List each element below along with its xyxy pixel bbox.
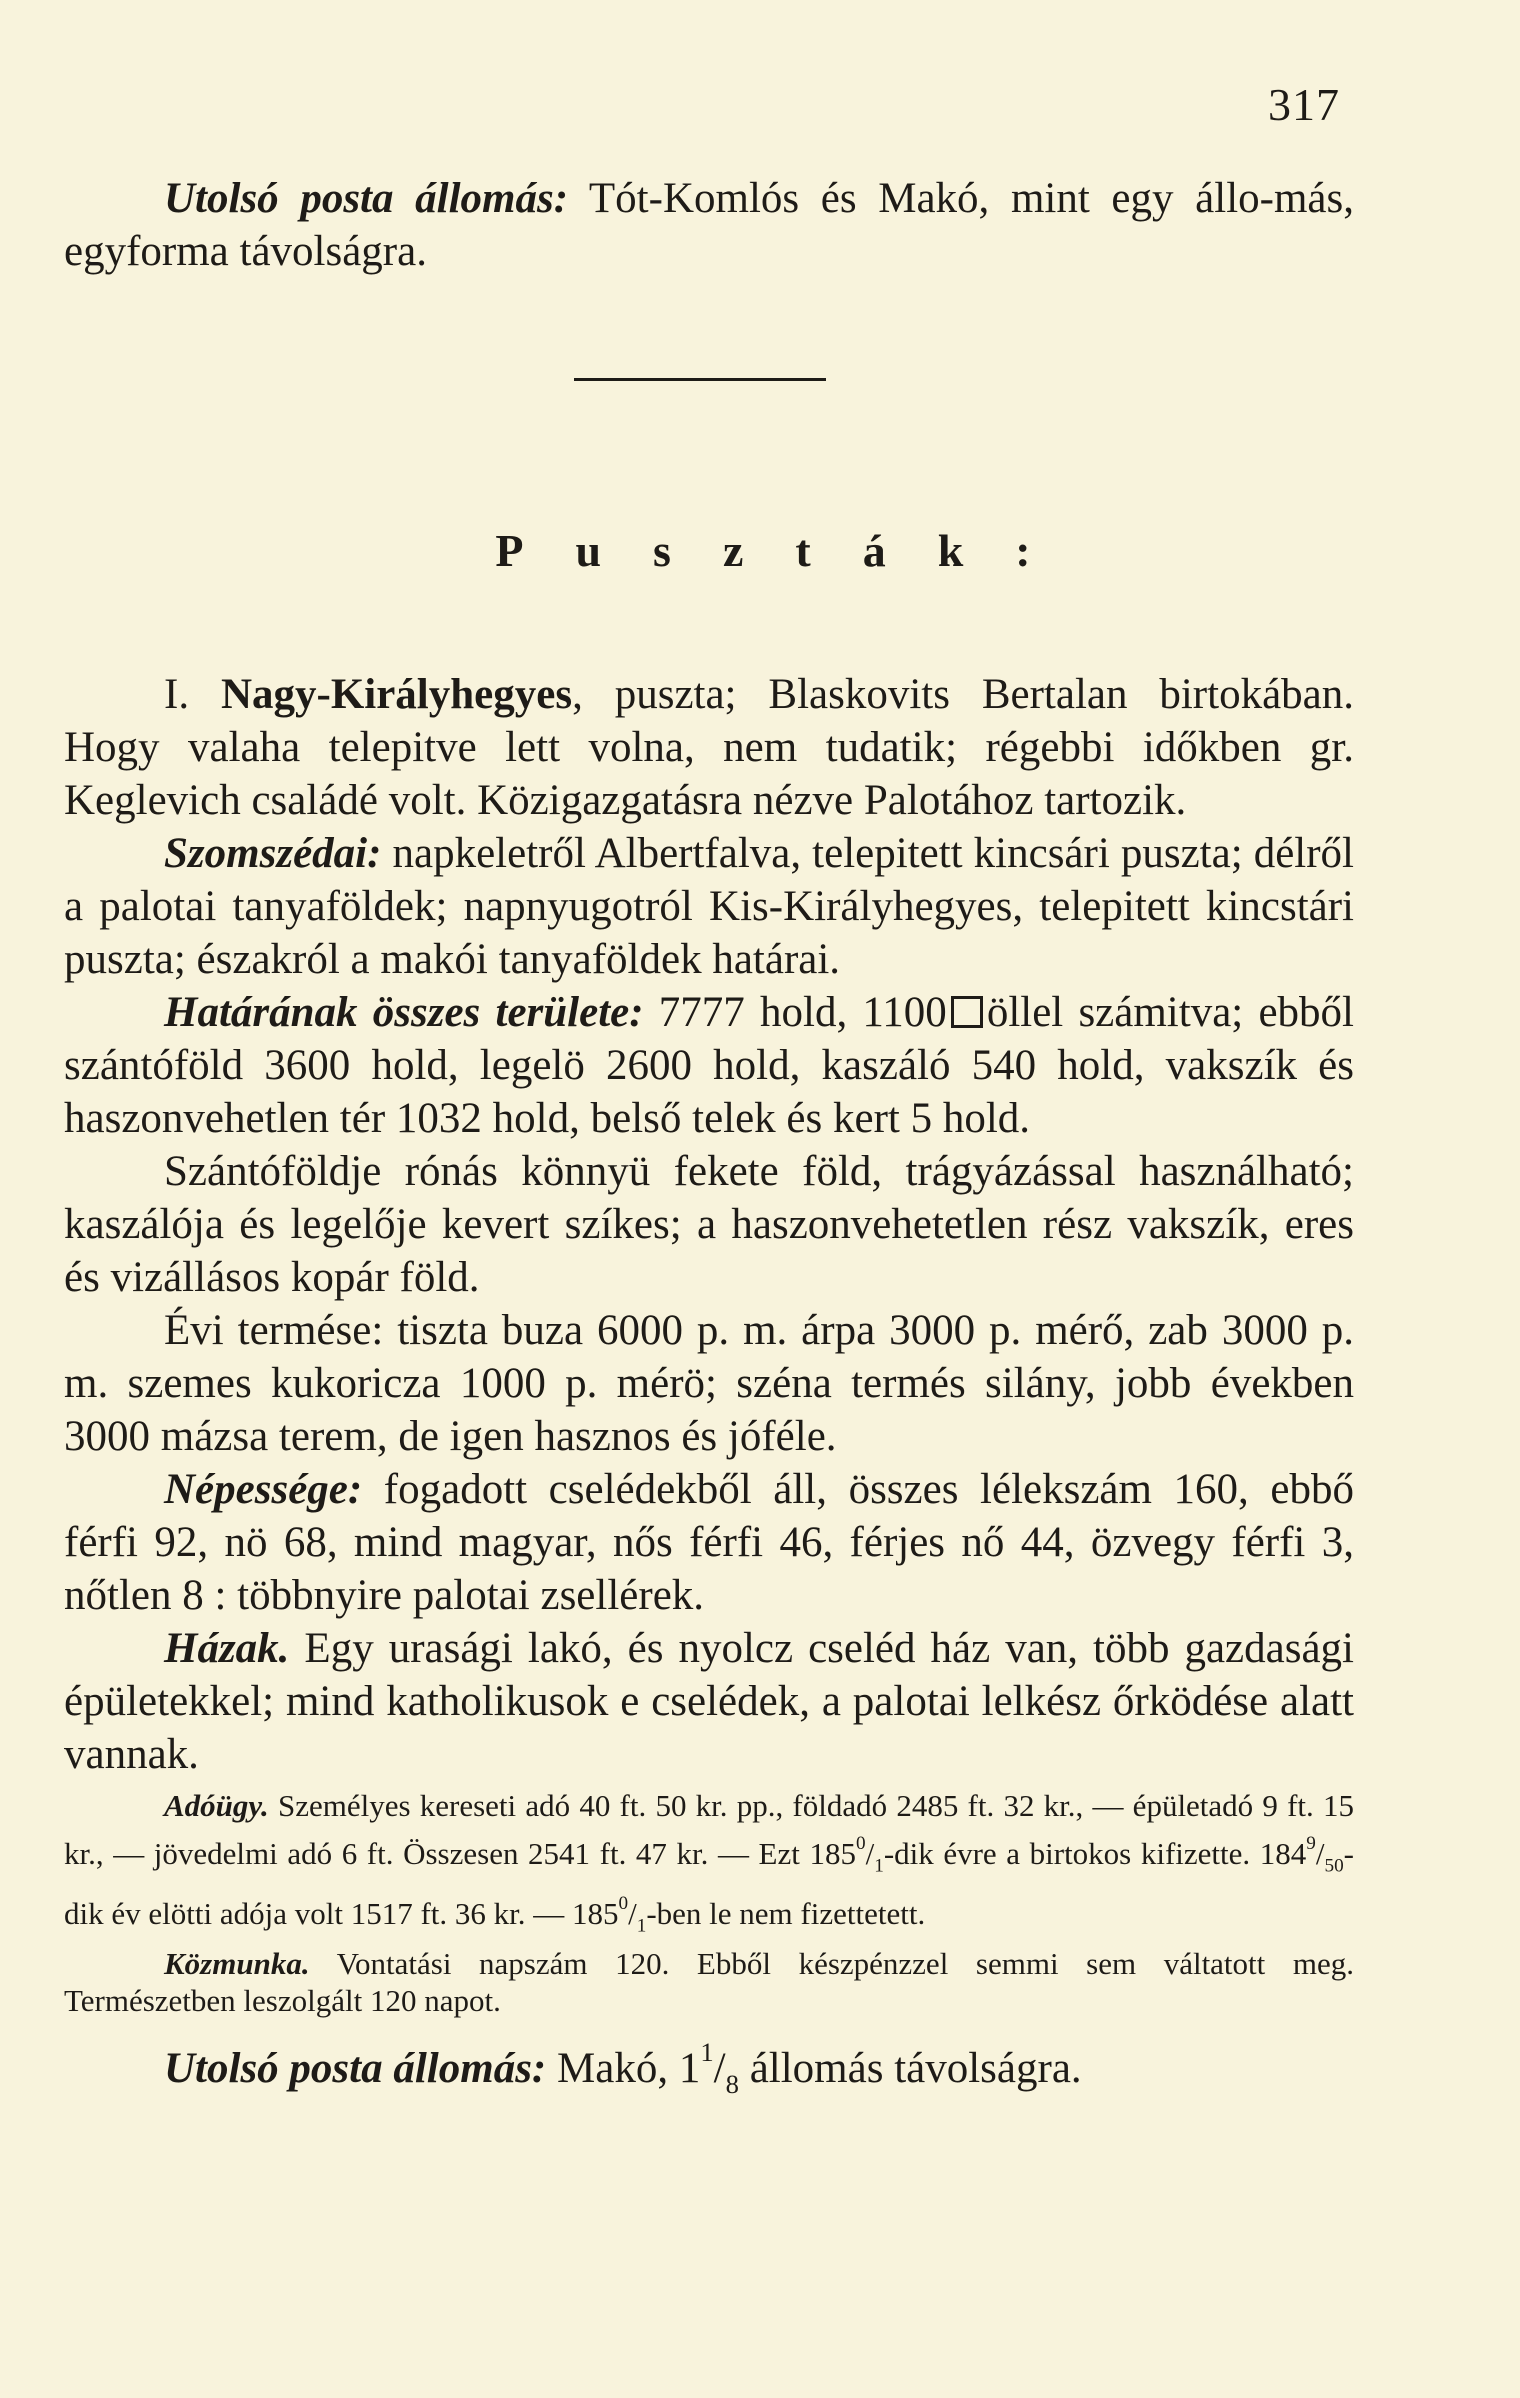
- tax-text-1: Személyes kereseti adó 40 ft. 50 kr. pp., földadó 2485 ft. 32 kr., — épületadó 9 ft. 15 kr., — jövedelmi adó 6 ft. Összesen 2541 ft. 47 kr. — Ezt 185: [64, 1788, 1354, 1871]
- neighbors-label: Szomszédai:: [164, 830, 382, 877]
- tax-text-4: -ben le nem fizettetett.: [646, 1895, 926, 1931]
- population-paragraph: [64, 1463, 1354, 1622]
- public-work-text: Vontatási napszám 120. Ebből készpénzzel semmi sem váltatott meg. Természetben leszolgált 120 napot.: [64, 1945, 1354, 2018]
- houses-text: Egy urasági lakó, és nyolcz cseléd ház van, több gazdasági épületekkel; mind katholikusok e cselédek, a palotai lelkész őrködése alatt vannak.: [64, 1625, 1354, 1778]
- square-unit-icon: [951, 996, 983, 1028]
- tax-fraction-1-num: 0: [855, 1832, 866, 1854]
- population-text: fogadott cselédekből áll, összes lélekszám 160, ebbő férfi 92, nö 68, mind magyar, nős férfi 46, férjes nő 44, özvegy férfi 3, nőtlen 8 : többnyire palotai zsellérek.: [64, 1466, 1354, 1619]
- houses-label: Házak.: [164, 1625, 290, 1672]
- bottom-post-text-b: állomás távolságra.: [738, 2044, 1082, 2092]
- bottom-post-paragraph: [64, 2026, 1354, 2111]
- bottom-fraction-num: 1: [700, 2036, 714, 2067]
- bottom-fraction-den: 8: [725, 2068, 739, 2099]
- tax-fraction-2-slash: /: [1315, 1835, 1325, 1871]
- entry-number: I.: [164, 671, 221, 718]
- tax-fraction-1-den: 1: [874, 1855, 884, 1876]
- tax-fraction-2-num: 9: [1306, 1832, 1316, 1854]
- yield-paragraph: Évi termése: tiszta buza 6000 p. m. árpa 3000 p. mérő, zab 3000 p. m. szemes kukoricza 1000 p. mérö; széna termés silány, jobb években 3000 mázsa terem, de igen hasznos és jóféle.: [64, 1307, 1354, 1460]
- entry-body: [64, 668, 1354, 2110]
- area-text-a: 7777 hold, 1100: [643, 989, 947, 1036]
- entry-name: Nagy-Királyhegyes: [220, 671, 573, 718]
- neighbors-paragraph: [64, 827, 1354, 986]
- top-post-paragraph: [64, 172, 1354, 278]
- section-divider: [574, 378, 826, 381]
- top-post-label: Utolsó posta állomás:: [164, 175, 569, 222]
- top-post-text: Tót-Komlós és Makó, mint egy állo-más, egyforma távolságra.: [64, 175, 1354, 275]
- bottom-post-label: Utolsó posta állomás:: [164, 2044, 547, 2092]
- population-label: Népessége:: [164, 1466, 363, 1513]
- entry-intro-text: , puszta; Blaskovits Bertalan birtokában. Hogy valaha telepitve lett volna, nem tudatik; régebbi időkben gr. Keglevich családé volt. Közigazgatásra nézve Palotához tartozik.: [64, 671, 1354, 824]
- tax-fraction-1-slash: /: [865, 1835, 875, 1871]
- entry-intro-paragraph: [64, 668, 1354, 827]
- neighbors-text: napkeletről Albertfalva, telepitett kincsári puszta; délről a palotai tanyaföldek; napnyugotról Kis-Királyhegyes, telepitett kincstári puszta; északról a makói tanyaföldek határai.: [64, 830, 1354, 983]
- page-number: 317: [1268, 79, 1340, 130]
- area-paragraph: [64, 986, 1354, 1145]
- tax-label: Adóügy.: [164, 1788, 269, 1823]
- public-work-label: Közmunka.: [164, 1945, 310, 1981]
- public-work-paragraph: [64, 1945, 1354, 2020]
- bottom-post-text-a: Makó, 1: [546, 2044, 701, 2092]
- tax-text-3: -dik év elötti adója volt 1517 ft. 36 kr. — 185: [64, 1835, 1354, 1931]
- tax-fraction-3-num: 0: [618, 1892, 629, 1914]
- tax-fraction-3-slash: /: [628, 1895, 637, 1931]
- tax-text-2: -dik évre a birtokos kifizette. 184: [883, 1835, 1307, 1871]
- area-label: Határának összes területe:: [164, 989, 644, 1036]
- houses-paragraph: [64, 1622, 1354, 1781]
- tax-fraction-3-den: 1: [636, 1915, 647, 1936]
- area-text-b: öllel számitva; ebből szántóföld 3600 hold, legelö 2600 hold, kaszáló 540 hold, vakszík és haszonvehetlen tér 1032 hold, belső telek és kert 5 hold.: [64, 989, 1354, 1142]
- soil-paragraph: Szántóföldje rónás könnyü fekete föld, trágyázással használható; kaszálója és legelője kevert szíkes; a haszonvehetetlen rész vakszík, eres és vizállásos kopár föld.: [64, 1148, 1354, 1301]
- tax-paragraph: [64, 1787, 1354, 1945]
- section-heading: Puszták:: [495, 525, 1083, 576]
- tax-fraction-2-den: 50: [1324, 1855, 1344, 1876]
- bottom-fraction-slash: /: [713, 2044, 726, 2092]
